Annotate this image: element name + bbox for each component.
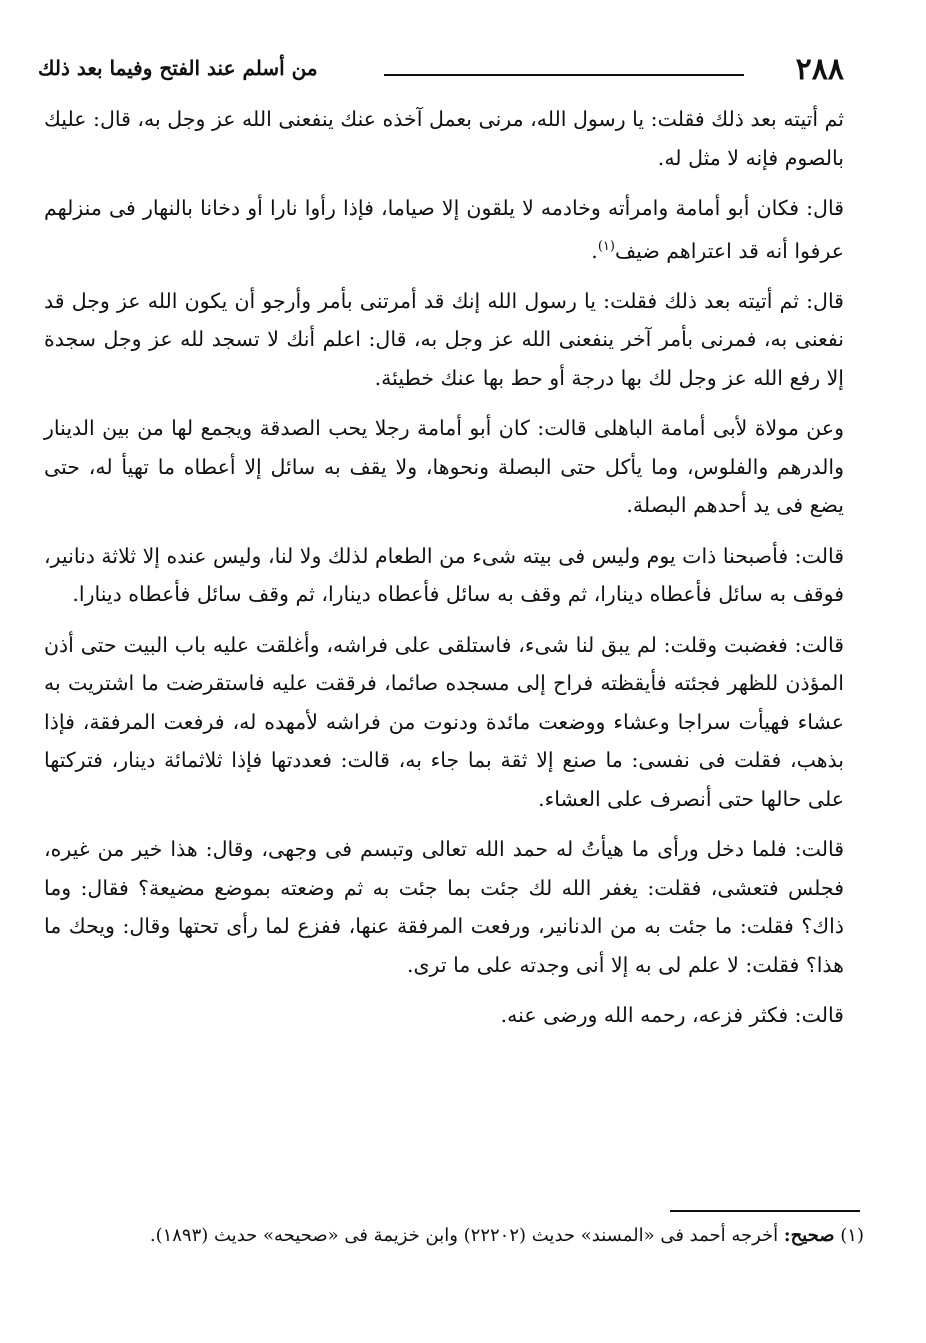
paragraph-5: قالت: فأصبحنا ذات يوم وليس فى بيته شىء من الطعام لذلك ولا لنا، وليس عنده إلا ثلاثة دنانير، فوقف به سائل فأعطاه دينارا، ثم وقف به سائل فأعطاه دينارا، ثم وقف سائل فأعطاه دينارا. (44, 543, 844, 607)
paragraph-8: قالت: فكثر فزعه، رحمه الله ورضى عنه. (500, 1003, 844, 1028)
paragraph-7: قالت: فلما دخل ورأى ما هيأتُ له حمد الله تعالى وتبسم فى وجهى، وقال: هذا خير من غيره، فجلس فتعشى، فقلت: يغفر الله لك جئت بما جئت به ثم وضعته بموضع مضيعة؟ فقال: وما ذاك؟ فقلت: ما جئت به من الدنانير، ورفعت المرفقة عنها، ففزع لما رأى تحتها وقال: ويحك ما هذا؟ فقلت: لا علم لى به إلا أنى وجدته على ما ترى. (44, 837, 845, 977)
header-rule (384, 74, 744, 76)
paragraph-6: قالت: فغضبت وقلت: لم يبق لنا شىء، فاستلقى على فراشه، وأغلقت عليه باب البيت حتى أذن المؤذن للظهر فجئته فأيقظته فراح إلى مسجده صائما، فرققت عليه فاستقرضت ما اشتريت به عشاء فهيأت سراجا وعشاء ووضعت مائدة ودنوت من فراشه لأمهده له، فرفعت المرفقة، فإذا بذهب، فقلت فى نفسى: ما صنع إلا ثقة بما جاء به، قالت: فعددتها فإذا ثلاثمائة دينار، فتركتها على حالها حتى أنصرف على العشاء. (44, 632, 844, 811)
page-header (38, 52, 844, 92)
footnote-number: (١) (840, 1225, 864, 1246)
footnote-rule (670, 1210, 860, 1212)
paragraph-4: وعن مولاة لأبى أمامة الباهلى قالت: كان أبو أمامة رجلا يحب الصدقة ويجمع لها من بين الدينار والدرهم والفلوس، وما يأكل حتى البصلة ونحوها، ولا يقف به سائل إلا أعطاه ما تهيأ له، حتى يضع فى يد أحدهم البصلة. (44, 416, 844, 518)
page-number: ٢٨٨ (795, 52, 844, 87)
footnote (60, 1222, 864, 1250)
running-title: من أسلم عند الفتح وفيما بعد ذلك (38, 56, 318, 80)
paragraph-2-text: قال: فكان أبو أمامة وامرأته وخادمه لا يلقون إلا صياما، فإذا رأوا نارا أو دخانا بالنهار فى منزلهم عرفوا أنه قد اعتراهم ضيف (44, 196, 844, 263)
footnote-reference: (١) (597, 238, 615, 254)
body-text (44, 100, 844, 1047)
paragraph-2 (44, 189, 844, 270)
paragraph-1: ثم أتيته بعد ذلك فقلت: يا رسول الله، مرنى بعمل آخذه عنك ينفعنى الله عز وجل به، قال: عليك بالصوم فإنه لا مثل له. (44, 107, 844, 170)
footnote-label: صحيح: (783, 1225, 835, 1246)
period: . (591, 238, 598, 263)
paragraph-3: قال: ثم أتيته بعد ذلك فقلت: يا رسول الله إنك قد أمرتنى بأمر وأرجو أن يكون الله عز وجل قد نفعنى به، فمرنى بأمر آخر ينفعنى الله عز وجل به، قال: اعلم أنك لا تسجد لله عز وجل سجدة إلا رفع الله عز وجل لك بها درجة أو حط بها عنك خطيئة. (44, 288, 844, 390)
footnote-text: أخرجه أحمد فى «المسند» حديث (٢٢٢٠٢) وابن خزيمة فى «صحيحه» حديث (١٨٩٣). (149, 1225, 779, 1246)
